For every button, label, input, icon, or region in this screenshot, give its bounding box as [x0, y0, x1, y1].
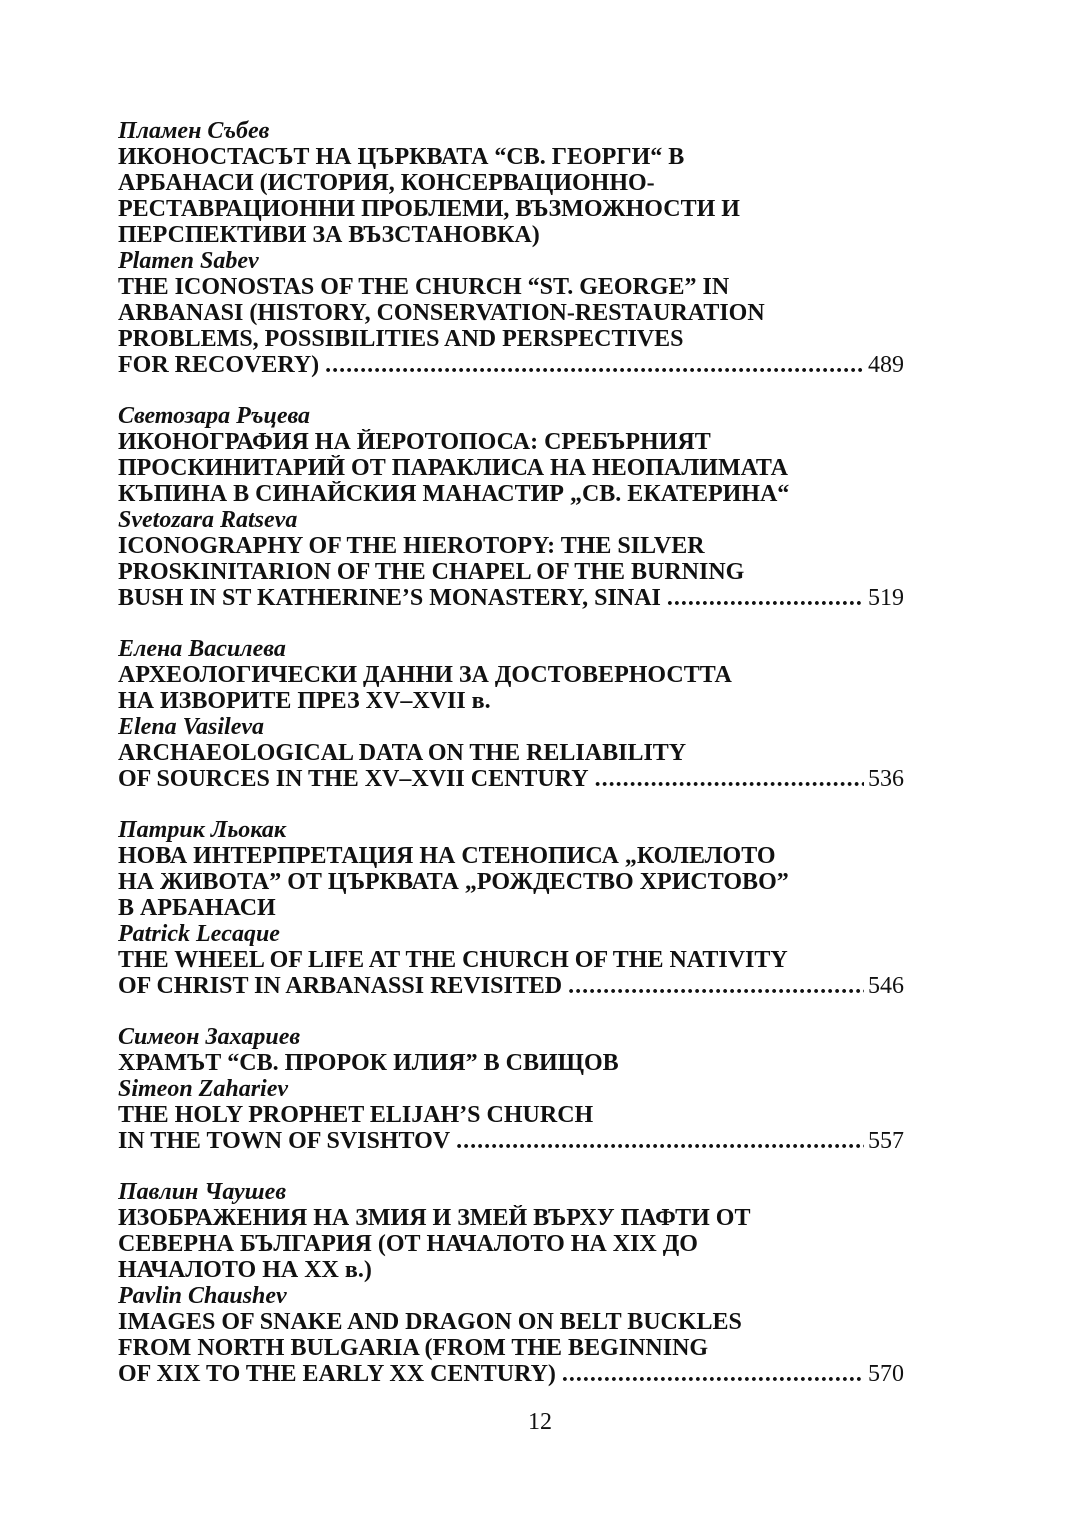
author-en: Svetozara Ratseva	[118, 507, 298, 533]
toc-entry[interactable]	[118, 1024, 904, 1154]
title-bg-line: В АРБАНАСИ	[118, 895, 276, 921]
toc-entry[interactable]	[118, 403, 904, 611]
title-en-line: PROBLEMS, POSSIBILITIES AND PERSPECTIVES	[118, 326, 684, 352]
toc-entry[interactable]	[118, 817, 904, 999]
title-en-line: ICONOGRAPHY OF THE HIEROTOPY: THE SILVER	[118, 533, 705, 559]
title-bg-line: НОВА ИНТЕРПРЕТАЦИЯ НА СТЕНОПИСА „КОЛЕЛОТО	[118, 843, 776, 869]
author-bg: Павлин Чаушев	[118, 1179, 287, 1205]
title-en-line: IMAGES OF SNAKE AND DRAGON ON BELT BUCKLES	[118, 1309, 742, 1335]
author-en: Pavlin Chaushev	[118, 1283, 287, 1309]
title-en-last-line	[118, 1361, 904, 1387]
author-bg: Пламен Събев	[118, 118, 270, 144]
leader-dots	[325, 352, 864, 378]
author-en: Simeon Zahariev	[118, 1076, 289, 1102]
toc-entry[interactable]	[118, 636, 904, 792]
title-en-last-text: IN THE TOWN OF SVISHTOV	[118, 1128, 451, 1154]
title-bg-line: ПЕРСПЕКТИВИ ЗА ВЪЗСТАНОВКА)	[118, 222, 540, 248]
author-en: Elena Vasileva	[118, 714, 265, 740]
title-bg-line: ПРОСКИНИТАРИЙ ОТ ПАРАКЛИСА НА НЕОПАЛИМАТА	[118, 455, 788, 481]
title-en-line: PROSKINITARION OF THE CHAPEL OF THE BURNING	[118, 559, 745, 585]
title-en-last-text: FOR RECOVERY)	[118, 352, 320, 378]
title-en-last-text: BUSH IN ST KATHERINE’S MONASTERY, SINAI	[118, 585, 661, 611]
title-bg-line: ИКОНОГРАФИЯ НА ЙЕРОТОПОСА: СРЕБЪРНИЯТ	[118, 429, 711, 455]
author-bg: Симеон Захариев	[118, 1024, 301, 1050]
title-en-last-text: OF SOURCES IN THE XV–XVII CENTURY	[118, 766, 589, 792]
title-en-last-line	[118, 973, 904, 999]
title-bg-line: РЕСТАВРАЦИОННИ ПРОБЛЕМИ, ВЪЗМОЖНОСТИ И	[118, 196, 740, 222]
title-bg-line: СЕВЕРНА БЪЛГАРИЯ (ОТ НАЧАЛОТО НА XIX ДО	[118, 1231, 698, 1257]
leader-dots	[456, 1128, 864, 1154]
leader-dots	[568, 973, 864, 999]
title-en-line: FROM NORTH BULGARIA (FROM THE BEGINNING	[118, 1335, 709, 1361]
leader-dots	[667, 585, 864, 611]
title-en-last-line	[118, 585, 904, 611]
leader-dots	[562, 1361, 864, 1387]
title-en-last-text: OF XIX TO THE EARLY XX CENTURY)	[118, 1361, 556, 1387]
title-en-line: THE WHEEL OF LIFE AT THE CHURCH OF THE NATIVITY	[118, 947, 788, 973]
author-bg: Светозара Ръцева	[118, 403, 311, 429]
title-en-last-line	[118, 1128, 904, 1154]
page-ref[interactable]: 489	[868, 352, 904, 378]
title-en-line: ARCHAEOLOGICAL DATA ON THE RELIABILITY	[118, 740, 687, 766]
page-ref[interactable]: 546	[868, 973, 904, 999]
title-bg-line: АРХЕОЛОГИЧЕСКИ ДАННИ ЗА ДОСТОВЕРНОСТТА	[118, 662, 732, 688]
title-en-last-line	[118, 766, 904, 792]
toc-entry[interactable]	[118, 1179, 904, 1387]
title-bg-line: ХРАМЪТ “СВ. ПРОРОК ИЛИЯ” В СВИЩОВ	[118, 1050, 619, 1076]
title-bg-line: НА ИЗВОРИТЕ ПРЕЗ XV–XVII в.	[118, 688, 491, 714]
author-bg: Патрик Льокак	[118, 817, 287, 843]
title-en-last-line	[118, 352, 904, 378]
title-en-line: THE ICONOSTAS OF THE CHURCH “ST. GEORGE” IN	[118, 274, 730, 300]
page-ref[interactable]: 557	[868, 1128, 904, 1154]
leader-dots	[595, 766, 864, 792]
author-bg: Елена Василева	[118, 636, 286, 662]
title-bg-line: НА ЖИВОТА” ОТ ЦЪРКВАТА „РОЖДЕСТВО ХРИСТОВО”	[118, 869, 789, 895]
title-en-line: ARBANASI (HISTORY, CONSERVATION-RESTAURATION	[118, 300, 765, 326]
author-en: Plamen Sabev	[118, 248, 259, 274]
author-en: Patrick Lecaque	[118, 921, 280, 947]
page-ref[interactable]: 536	[868, 766, 904, 792]
title-en-last-text: OF CHRIST IN ARBANASSI REVISITED	[118, 973, 563, 999]
page-number: 12	[528, 1409, 552, 1435]
title-bg-line: КЪПИНА В СИНАЙСКИЯ МАНАСТИР „СВ. ЕКАТЕРИНА“	[118, 481, 790, 507]
title-bg-line: НАЧАЛОТО НА XX в.)	[118, 1257, 372, 1283]
title-bg-line: АРБАНАСИ (ИСТОРИЯ, КОНСЕРВАЦИОННО-	[118, 170, 655, 196]
page-ref[interactable]: 519	[868, 585, 904, 611]
title-bg-line: ИЗОБРАЖЕНИЯ НА ЗМИЯ И ЗМЕЙ ВЪРХУ ПАФТИ ОТ	[118, 1205, 751, 1231]
toc-entry[interactable]	[118, 118, 904, 378]
title-en-line: THE HOLY PROPHET ELIJAH’S CHURCH	[118, 1102, 594, 1128]
page-ref[interactable]: 570	[868, 1361, 904, 1387]
title-bg-line: ИКОНОСТАСЪТ НА ЦЪРКВАТА “СВ. ГЕОРГИ“ В	[118, 144, 685, 170]
table-of-contents	[118, 118, 904, 1412]
